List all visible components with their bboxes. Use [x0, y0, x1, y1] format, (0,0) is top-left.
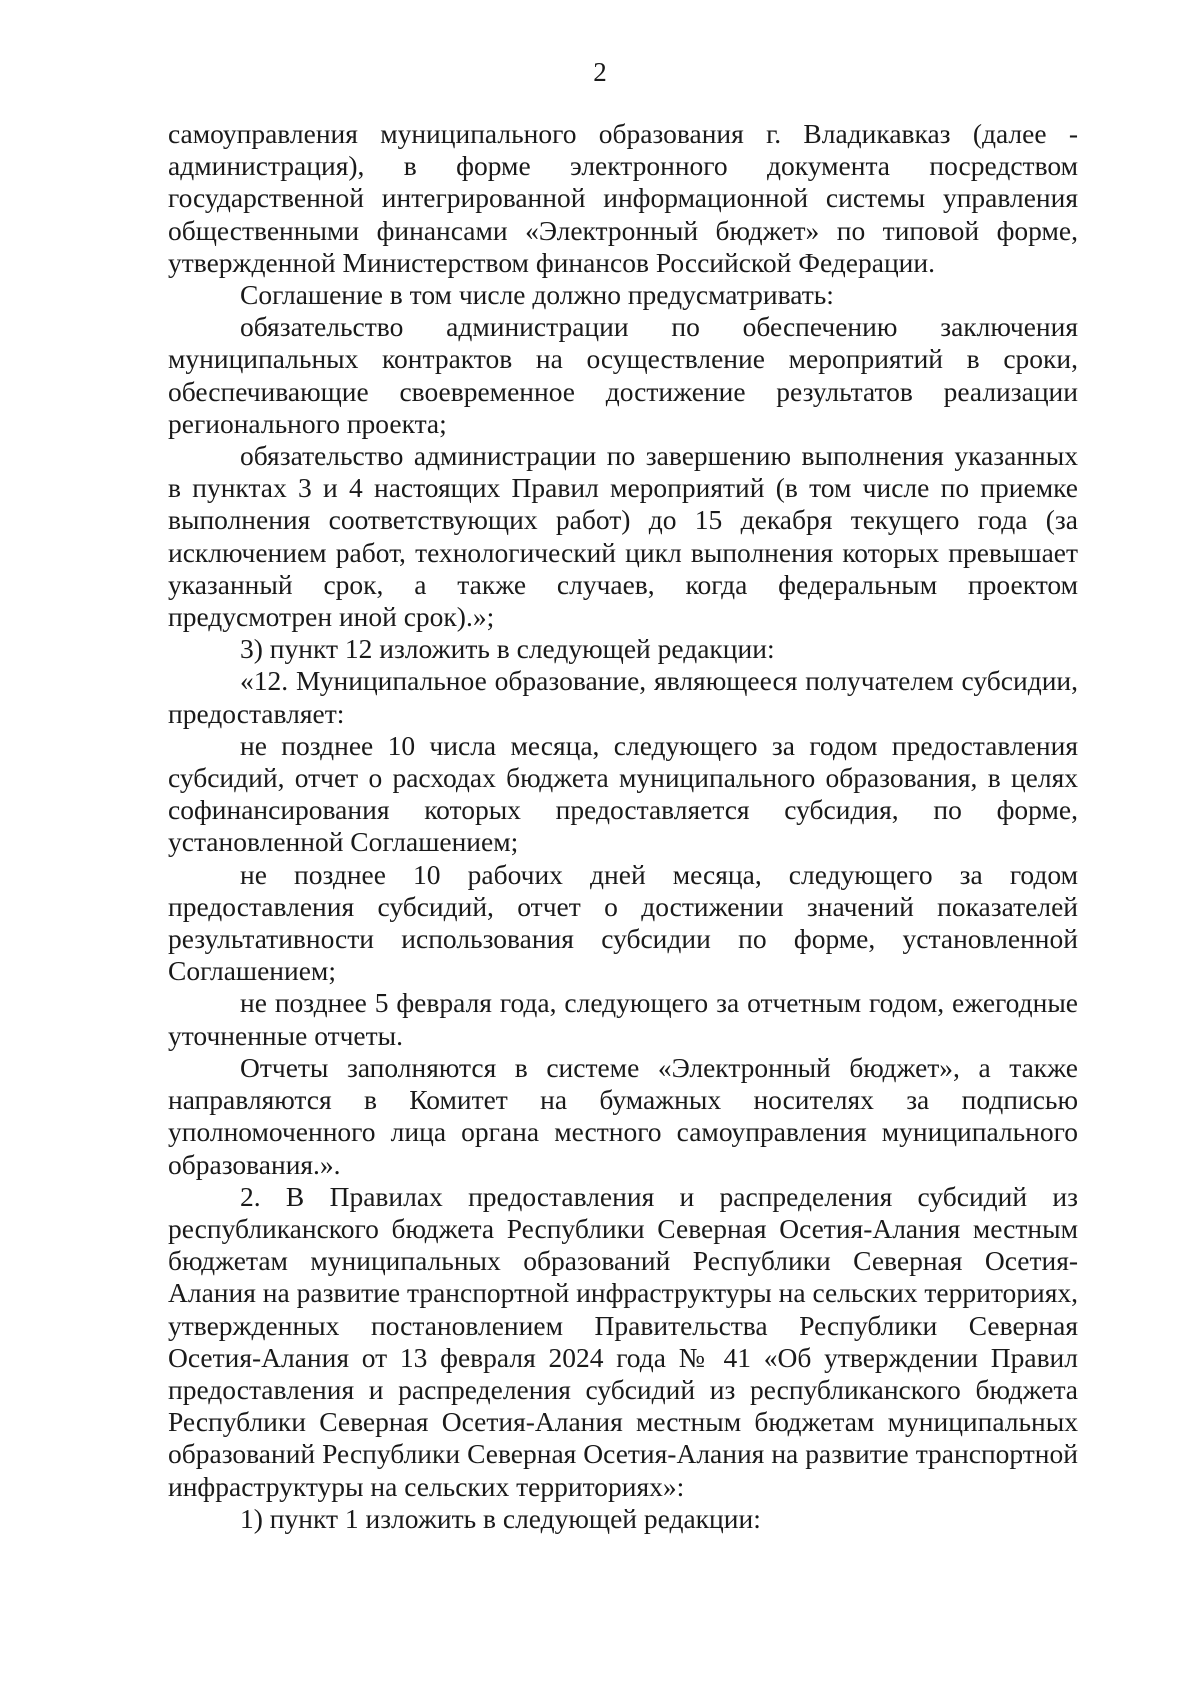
- paragraph-obligation-contracts: обязательство администрации по обеспечению заключения муниципальных контрактов на осуществление мероприятий в сроки, обеспечивающие своевременное достижение результатов реализации регионального проекта;: [168, 311, 1078, 439]
- paragraph-continuation: самоуправления муниципального образования г. Владикавказ (далее - администрация), в форме электронного документа посредством государственной интегрированной информационной системы управления общественными финансами «Электронный бюджет» по типовой форме, утвержденной Министерством финансов Российской Федерации.: [168, 118, 1078, 278]
- paragraph-item-1: 1) пункт 1 изложить в следующей редакции:: [240, 1502, 761, 1534]
- paragraph-report-indicators: не позднее 10 рабочих дней месяца, следующего за годом предоставления субсидий, отчет о достижении значений показателей результативности использования субсидии по форме, установленной Соглашением;: [168, 858, 1078, 987]
- paragraph-agreement-intro: Соглашение в том числе должно предусматривать:: [240, 279, 834, 311]
- paragraph-point-12: «12. Муниципальное образование, являющееся получателем субсидии, предоставляет:: [168, 665, 1078, 729]
- paragraph-item-3: 3) пункт 12 изложить в следующей редакции:: [240, 633, 775, 665]
- paragraph-report-annual: не позднее 5 февраля года, следующего за отчетным годом, ежегодные уточненные отчеты.: [168, 987, 1078, 1051]
- paragraph-report-expenses: не позднее 10 числа месяца, следующего за годом предоставления субсидий, отчет о расходах бюджета муниципального образования, в целях софинансирования которых предоставляется субсидия, по форме, установленной Соглашением;: [168, 729, 1078, 858]
- page-number: 2: [593, 57, 607, 87]
- paragraph-reports-filling: Отчеты заполняются в системе «Электронный бюджет», а также направляются в Комитет на бумажных носителях за подписью уполномоченного лица органа местного самоуправления муниципального образования.».: [168, 1051, 1078, 1180]
- paragraph-section-2: 2. В Правилах предоставления и распределения субсидий из республиканского бюджета Республики Северная Осетия-Алания местным бюджетам муниципальных образований Республики Северная Осетия-Алания на развитие транспортной инфраструктуры на сельских территориях, утвержденных постановлением Правительства Республики Северная Осетия-Алания от 13 февраля 2024 года № 41 «Об утверждении Правил предоставления и распределения субсидий из республиканского бюджета Республики Северная Осетия-Алания местным бюджетам муниципальных образований Республики Северная Осетия-Алания на развитие транспортной инфраструктуры на сельских территориях»:: [168, 1180, 1078, 1502]
- document-body: [168, 118, 1078, 1535]
- paragraph-obligation-completion: обязательство администрации по завершению выполнения указанных в пунктах 3 и 4 настоящих Правил мероприятий (в том числе по приемке выполнения соответствующих работ) до 15 декабря текущего года (за исключением работ, технологический цикл выполнения которых превышает указанный срок, а также случаев, когда федеральным проектом предусмотрен иной срок).»;: [168, 440, 1078, 633]
